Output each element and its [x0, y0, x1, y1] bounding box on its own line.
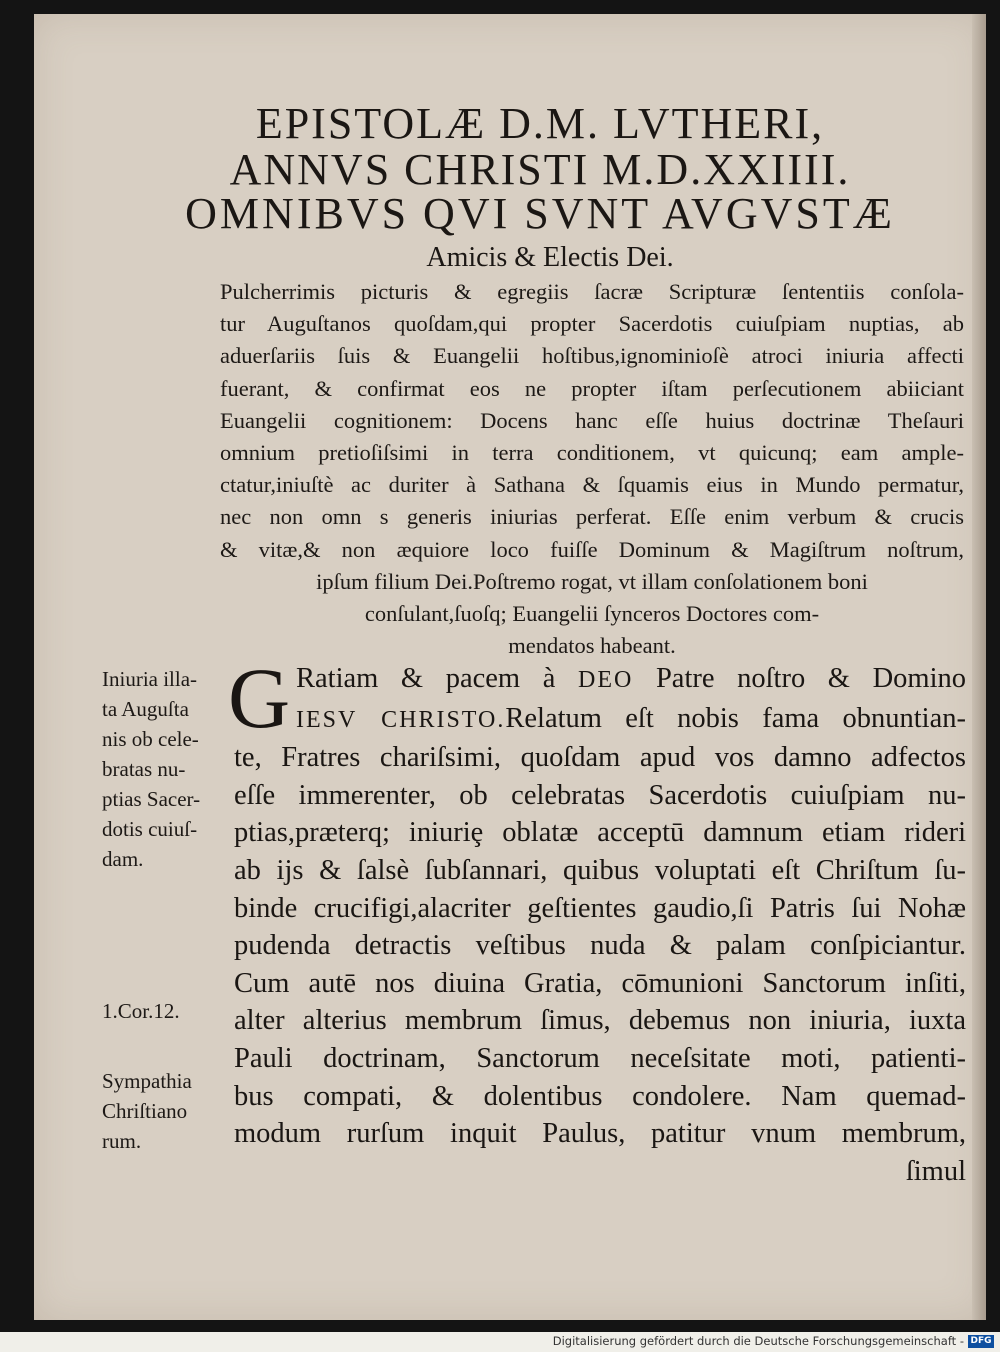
body-iesu: IESV CHRISTO. [296, 706, 506, 733]
margin-note-reference [102, 996, 232, 1026]
argument-summary [220, 276, 964, 662]
argument-line: aduerſariis ſuis & Euangelii hoſtibus,ignominioſè atroci iniuria affecti [220, 343, 964, 369]
body-text: Relatum eſt nobis fama obnuntian- [505, 702, 966, 734]
argument-line: Pulcherrimis picturis & egregiis ſacræ Scripturæ ſententiis conſola- [220, 279, 964, 304]
body-line: eſſe immerenter, ob celebratas Sacerdotis cuiuſpiam nu- [234, 779, 966, 811]
argument-line: Euangelii cognitionem: Docens hanc eſſe huius doctrinæ Theſauri [220, 407, 964, 433]
margin-note-line: ta Auguſta [102, 697, 189, 721]
body-line [234, 660, 966, 700]
margin-note-line: bratas nu- [102, 757, 186, 781]
body-line: bus compati, & dolentibus condolere. Nam quemad- [234, 1080, 966, 1112]
dfg-logo: DFG [968, 1335, 994, 1348]
body-line: binde crucifigi,alacriter geſtientes gaudio,ſi Patris ſui Nohæ [234, 892, 966, 924]
footer-bar [0, 1332, 1000, 1352]
body-line: ab ijs & ſalsè ſubſannari, quibus voluptati eſt Chriſtum ſu- [234, 854, 966, 886]
margin-note-line: dam. [102, 847, 144, 871]
catchword: ſimul [905, 1155, 966, 1187]
body-line: ptias,præterq; iniuriȩ oblatæ acceptū damnum etiam rideri [234, 817, 966, 849]
margin-note-line: dotis cuiuſ- [102, 817, 198, 841]
book-page [34, 14, 986, 1320]
margin-note-line: nis ob cele- [102, 727, 199, 751]
margin-note-iniuria [102, 664, 232, 874]
body-text: Ratiam & pacem à [296, 663, 556, 694]
argument-line: ctatur,iniuſtè ac duriter à Sathana & ſquamis eius in Mundo permatur, [220, 472, 964, 498]
margin-note-line: Chriſtiano [102, 1099, 188, 1123]
body-line: Cum autē nos diuina Gratia, cōmunioni Sanctorum inſiti, [234, 967, 966, 999]
address-subhead: Amicis & Electis Dei. [426, 242, 674, 273]
argument-line: & vitæ,& non æquiore loco fuiſſe Dominum & Magiſtrum noſtrum, [220, 536, 964, 562]
margin-note-line: Sympathia [102, 1069, 192, 1093]
running-head-line-2: ANNVS CHRISTI M.D.XXIIII. [229, 145, 851, 194]
drop-capital: G [228, 650, 291, 746]
argument-line: nec non omn s generis iniurias perferat. Eſſe enim verbum & crucis [220, 504, 964, 530]
body-line: Pauli doctrinam, Sanctorum neceſsitate moti, patienti- [234, 1042, 966, 1074]
argument-line: conſulant,ſuoſq; Euangelii ſynceros Doctores com- [364, 601, 820, 627]
body-line: te, Fratres chariſsimi, quoſdam apud vos damno adfectos [234, 742, 966, 774]
margin-note-line: ptias Sacer- [102, 787, 201, 811]
argument-line: fuerant, & confirmat eos ne propter iſtam perſecutionem abiiciant [220, 375, 964, 401]
funding-notice: Digitalisierung gefördert durch die Deutsche Forschungsgemeinschaft - [552, 1334, 964, 1348]
running-head-line-3: OMNIBVS QVI SVNT AVGVSTÆ [185, 189, 895, 238]
letter-body [234, 660, 966, 1190]
body-line [234, 700, 966, 740]
argument-line: mendatos habeant. [508, 633, 676, 659]
body-line: pudenda detractis veſtibus nuda & palam conſpiciantur. [234, 930, 966, 962]
argument-line: ipſum filium Dei.Poſtremo rogat, vt illam conſolationem boni [316, 568, 868, 594]
body-text: Patre noſtro & Domino [655, 663, 967, 694]
body-line: alter alterius membrum ſimus, debemus non iniuria, iuxta [234, 1005, 966, 1037]
margin-note-line: rum. [102, 1129, 142, 1153]
argument-line: omnium pretioſiſsimi in terra conditionem, vt quicunq; eam ample- [220, 440, 964, 466]
running-head-line-1: EPISTOLÆ D.M. LVTHERI, [255, 99, 825, 148]
body-deo: DEO [577, 667, 634, 693]
margin-note-line: 1.Cor.12. [102, 999, 180, 1023]
argument-line: tur Auguſtanos quoſdam,qui propter Sacerdotis cuiuſpiam nuptias, ab [220, 311, 964, 337]
body-line: modum rurſum inquit Paulus, patitur vnum membrum, [234, 1118, 966, 1150]
margin-note-sympathia [102, 1066, 232, 1156]
margin-note-line: Iniuria illa- [102, 667, 198, 691]
